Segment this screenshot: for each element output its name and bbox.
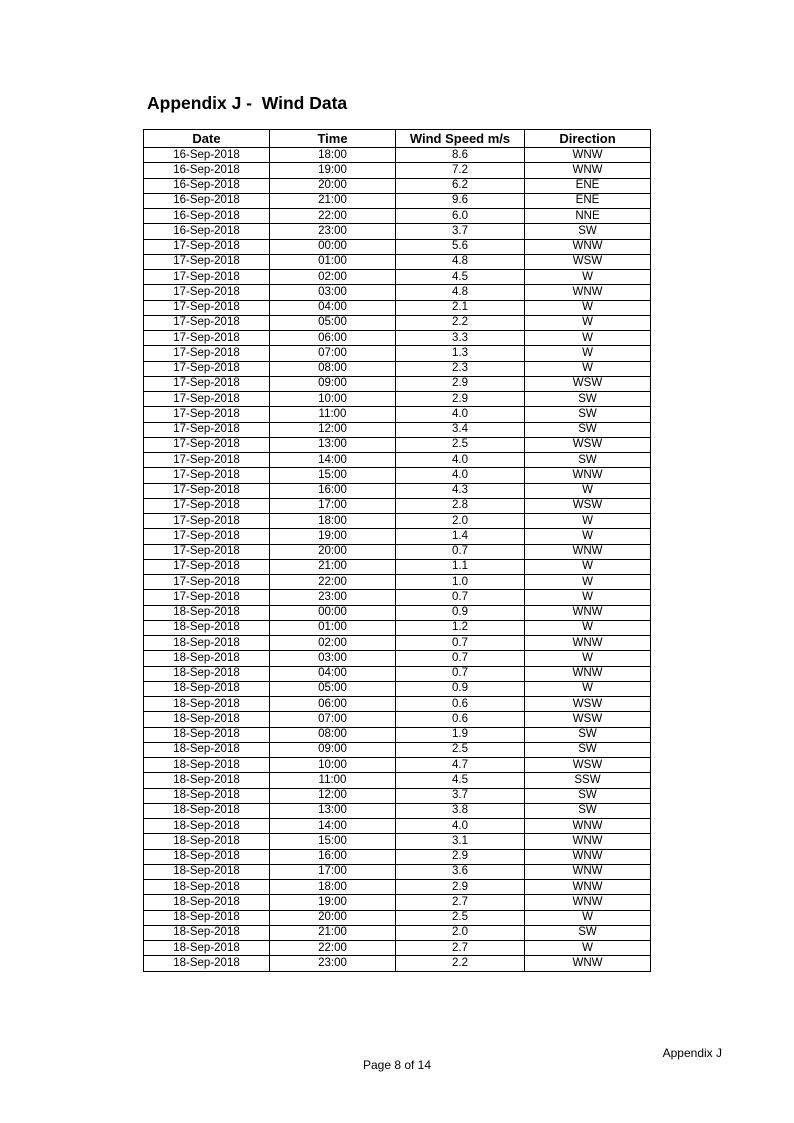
time-cell: 01:00 (270, 254, 396, 269)
date-cell: 17-Sep-2018 (144, 422, 270, 437)
direction-cell: SW (525, 803, 651, 818)
table-row (144, 544, 651, 559)
wind-speed-cell: 4.0 (396, 819, 525, 834)
time-cell: 17:00 (270, 864, 396, 879)
wind-speed-cell: 0.7 (396, 651, 525, 666)
time-cell: 23:00 (270, 590, 396, 605)
time-cell: 06:00 (270, 697, 396, 712)
time-cell: 00:00 (270, 605, 396, 620)
wind-speed-cell: 0.7 (396, 636, 525, 651)
date-cell: 18-Sep-2018 (144, 712, 270, 727)
wind-speed-cell: 2.5 (396, 742, 525, 757)
date-cell: 17-Sep-2018 (144, 529, 270, 544)
date-cell: 18-Sep-2018 (144, 788, 270, 803)
direction-cell: W (525, 620, 651, 635)
time-cell: 14:00 (270, 453, 396, 468)
direction-cell: WNW (525, 239, 651, 254)
wind-speed-cell: 2.7 (396, 941, 525, 956)
header-date: Date (144, 130, 270, 148)
date-cell: 18-Sep-2018 (144, 758, 270, 773)
table-row (144, 773, 651, 788)
table-row (144, 651, 651, 666)
table-row (144, 239, 651, 254)
table-row (144, 834, 651, 849)
date-cell: 18-Sep-2018 (144, 941, 270, 956)
wind-speed-cell: 2.7 (396, 895, 525, 910)
table-row (144, 407, 651, 422)
time-cell: 23:00 (270, 224, 396, 239)
direction-cell: WNW (525, 163, 651, 178)
table-row (144, 178, 651, 193)
time-cell: 20:00 (270, 910, 396, 925)
direction-cell: WNW (525, 849, 651, 864)
table-row (144, 697, 651, 712)
table-row (144, 605, 651, 620)
wind-speed-cell: 6.2 (396, 178, 525, 193)
table-row (144, 422, 651, 437)
date-cell: 17-Sep-2018 (144, 315, 270, 330)
time-cell: 01:00 (270, 620, 396, 635)
direction-cell: WNW (525, 864, 651, 879)
wind-speed-cell: 2.9 (396, 849, 525, 864)
date-cell: 17-Sep-2018 (144, 376, 270, 391)
table-row (144, 529, 651, 544)
table-row (144, 681, 651, 696)
date-cell: 18-Sep-2018 (144, 895, 270, 910)
time-cell: 04:00 (270, 666, 396, 681)
direction-cell: SW (525, 925, 651, 940)
time-cell: 15:00 (270, 834, 396, 849)
wind-speed-cell: 4.8 (396, 254, 525, 269)
footer-appendix-label: Appendix J (662, 1046, 722, 1060)
wind-speed-cell: 6.0 (396, 209, 525, 224)
wind-speed-cell: 0.7 (396, 544, 525, 559)
table-row (144, 514, 651, 529)
time-cell: 05:00 (270, 681, 396, 696)
direction-cell: SW (525, 453, 651, 468)
direction-cell: SW (525, 422, 651, 437)
date-cell: 17-Sep-2018 (144, 498, 270, 513)
wind-speed-cell: 4.7 (396, 758, 525, 773)
table-row (144, 209, 651, 224)
time-cell: 04:00 (270, 300, 396, 315)
direction-cell: WNW (525, 880, 651, 895)
date-cell: 17-Sep-2018 (144, 453, 270, 468)
table-row (144, 636, 651, 651)
direction-cell: WSW (525, 697, 651, 712)
wind-speed-cell: 8.6 (396, 148, 525, 163)
time-cell: 05:00 (270, 315, 396, 330)
wind-speed-cell: 3.8 (396, 803, 525, 818)
direction-cell: WSW (525, 758, 651, 773)
table-row (144, 483, 651, 498)
time-cell: 12:00 (270, 788, 396, 803)
date-cell: 17-Sep-2018 (144, 285, 270, 300)
date-cell: 18-Sep-2018 (144, 620, 270, 635)
time-cell: 21:00 (270, 193, 396, 208)
date-cell: 18-Sep-2018 (144, 956, 270, 971)
time-cell: 19:00 (270, 529, 396, 544)
table-row (144, 712, 651, 727)
direction-cell: W (525, 575, 651, 590)
wind-speed-cell: 1.0 (396, 575, 525, 590)
date-cell: 18-Sep-2018 (144, 666, 270, 681)
direction-cell: WNW (525, 636, 651, 651)
table-row (144, 437, 651, 452)
header-time: Time (270, 130, 396, 148)
time-cell: 11:00 (270, 407, 396, 422)
table-row (144, 224, 651, 239)
date-cell: 17-Sep-2018 (144, 559, 270, 574)
time-cell: 10:00 (270, 392, 396, 407)
wind-speed-cell: 2.3 (396, 361, 525, 376)
time-cell: 18:00 (270, 514, 396, 529)
date-cell: 17-Sep-2018 (144, 270, 270, 285)
date-cell: 17-Sep-2018 (144, 483, 270, 498)
table-row (144, 148, 651, 163)
date-cell: 18-Sep-2018 (144, 742, 270, 757)
wind-speed-cell: 4.0 (396, 453, 525, 468)
time-cell: 22:00 (270, 209, 396, 224)
time-cell: 08:00 (270, 727, 396, 742)
table-row (144, 559, 651, 574)
date-cell: 17-Sep-2018 (144, 392, 270, 407)
wind-speed-cell: 9.6 (396, 193, 525, 208)
date-cell: 18-Sep-2018 (144, 819, 270, 834)
time-cell: 19:00 (270, 163, 396, 178)
time-cell: 21:00 (270, 559, 396, 574)
wind-speed-cell: 4.5 (396, 773, 525, 788)
table-row (144, 666, 651, 681)
direction-cell: W (525, 300, 651, 315)
table-row (144, 468, 651, 483)
time-cell: 14:00 (270, 819, 396, 834)
date-cell: 18-Sep-2018 (144, 697, 270, 712)
table-row (144, 803, 651, 818)
direction-cell: W (525, 514, 651, 529)
wind-speed-cell: 2.1 (396, 300, 525, 315)
wind-speed-cell: 2.9 (396, 880, 525, 895)
table-row (144, 315, 651, 330)
wind-speed-cell: 3.1 (396, 834, 525, 849)
direction-cell: WSW (525, 712, 651, 727)
date-cell: 18-Sep-2018 (144, 849, 270, 864)
direction-cell: WSW (525, 254, 651, 269)
table-row (144, 849, 651, 864)
date-cell: 17-Sep-2018 (144, 590, 270, 605)
table-row (144, 895, 651, 910)
table-row (144, 864, 651, 879)
table-row (144, 331, 651, 346)
date-cell: 18-Sep-2018 (144, 727, 270, 742)
direction-cell: W (525, 315, 651, 330)
wind-speed-cell: 0.6 (396, 697, 525, 712)
direction-cell: W (525, 270, 651, 285)
direction-cell: W (525, 361, 651, 376)
direction-cell: WNW (525, 819, 651, 834)
table-row (144, 788, 651, 803)
table-row (144, 193, 651, 208)
wind-speed-cell: 2.9 (396, 376, 525, 391)
date-cell: 17-Sep-2018 (144, 361, 270, 376)
header-wind-speed: Wind Speed m/s (396, 130, 525, 148)
wind-speed-cell: 1.1 (396, 559, 525, 574)
date-cell: 16-Sep-2018 (144, 178, 270, 193)
direction-cell: WSW (525, 376, 651, 391)
date-cell: 18-Sep-2018 (144, 636, 270, 651)
time-cell: 18:00 (270, 148, 396, 163)
table-row (144, 361, 651, 376)
time-cell: 21:00 (270, 925, 396, 940)
direction-cell: W (525, 559, 651, 574)
date-cell: 16-Sep-2018 (144, 193, 270, 208)
wind-speed-cell: 5.6 (396, 239, 525, 254)
direction-cell: SW (525, 742, 651, 757)
table-row (144, 941, 651, 956)
time-cell: 18:00 (270, 880, 396, 895)
wind-speed-cell: 1.9 (396, 727, 525, 742)
time-cell: 02:00 (270, 270, 396, 285)
time-cell: 07:00 (270, 346, 396, 361)
date-cell: 16-Sep-2018 (144, 148, 270, 163)
date-cell: 17-Sep-2018 (144, 437, 270, 452)
table-row (144, 620, 651, 635)
table-row (144, 254, 651, 269)
wind-speed-cell: 4.0 (396, 407, 525, 422)
table-body (144, 148, 651, 972)
direction-cell: WNW (525, 666, 651, 681)
time-cell: 02:00 (270, 636, 396, 651)
wind-speed-cell: 4.3 (396, 483, 525, 498)
time-cell: 17:00 (270, 498, 396, 513)
date-cell: 17-Sep-2018 (144, 254, 270, 269)
wind-speed-cell: 2.8 (396, 498, 525, 513)
date-cell: 16-Sep-2018 (144, 224, 270, 239)
page-title: Appendix J - Wind Data (147, 93, 348, 113)
table-row (144, 758, 651, 773)
direction-cell: W (525, 681, 651, 696)
direction-cell: WNW (525, 544, 651, 559)
time-cell: 09:00 (270, 376, 396, 391)
wind-speed-cell: 3.3 (396, 331, 525, 346)
date-cell: 18-Sep-2018 (144, 910, 270, 925)
wind-speed-cell: 2.0 (396, 514, 525, 529)
direction-cell: ENE (525, 193, 651, 208)
table-row (144, 498, 651, 513)
direction-cell: SW (525, 727, 651, 742)
table-row (144, 376, 651, 391)
table-row (144, 285, 651, 300)
direction-cell: W (525, 910, 651, 925)
time-cell: 09:00 (270, 742, 396, 757)
date-cell: 18-Sep-2018 (144, 864, 270, 879)
table-row (144, 956, 651, 971)
wind-speed-cell: 1.4 (396, 529, 525, 544)
time-cell: 12:00 (270, 422, 396, 437)
wind-speed-cell: 2.5 (396, 910, 525, 925)
time-cell: 20:00 (270, 544, 396, 559)
time-cell: 22:00 (270, 941, 396, 956)
wind-data-table (143, 129, 651, 972)
direction-cell: WSW (525, 498, 651, 513)
time-cell: 07:00 (270, 712, 396, 727)
time-cell: 06:00 (270, 331, 396, 346)
date-cell: 16-Sep-2018 (144, 163, 270, 178)
wind-speed-cell: 0.7 (396, 590, 525, 605)
table-row (144, 742, 651, 757)
direction-cell: WNW (525, 956, 651, 971)
time-cell: 13:00 (270, 437, 396, 452)
direction-cell: W (525, 331, 651, 346)
date-cell: 17-Sep-2018 (144, 346, 270, 361)
time-cell: 11:00 (270, 773, 396, 788)
table-row (144, 392, 651, 407)
date-cell: 17-Sep-2018 (144, 300, 270, 315)
date-cell: 18-Sep-2018 (144, 925, 270, 940)
table-row (144, 300, 651, 315)
wind-speed-cell: 3.7 (396, 224, 525, 239)
table-row (144, 163, 651, 178)
time-cell: 22:00 (270, 575, 396, 590)
wind-speed-cell: 4.0 (396, 468, 525, 483)
wind-speed-cell: 0.7 (396, 666, 525, 681)
direction-cell: NNE (525, 209, 651, 224)
wind-speed-cell: 0.9 (396, 605, 525, 620)
page-number: Page 8 of 14 (362, 1058, 432, 1072)
direction-cell: W (525, 483, 651, 498)
date-cell: 17-Sep-2018 (144, 239, 270, 254)
wind-speed-cell: 3.4 (396, 422, 525, 437)
table-row (144, 453, 651, 468)
direction-cell: WNW (525, 834, 651, 849)
direction-cell: ENE (525, 178, 651, 193)
direction-cell: WNW (525, 468, 651, 483)
time-cell: 19:00 (270, 895, 396, 910)
direction-cell: W (525, 529, 651, 544)
wind-speed-cell: 3.6 (396, 864, 525, 879)
time-cell: 20:00 (270, 178, 396, 193)
date-cell: 17-Sep-2018 (144, 575, 270, 590)
date-cell: 17-Sep-2018 (144, 468, 270, 483)
wind-speed-cell: 2.0 (396, 925, 525, 940)
wind-speed-cell: 1.2 (396, 620, 525, 635)
table-row (144, 819, 651, 834)
table-row (144, 575, 651, 590)
direction-cell: W (525, 941, 651, 956)
date-cell: 18-Sep-2018 (144, 681, 270, 696)
wind-speed-cell: 2.2 (396, 956, 525, 971)
date-cell: 16-Sep-2018 (144, 209, 270, 224)
time-cell: 00:00 (270, 239, 396, 254)
direction-cell: W (525, 346, 651, 361)
date-cell: 17-Sep-2018 (144, 544, 270, 559)
direction-cell: SSW (525, 773, 651, 788)
direction-cell: WNW (525, 148, 651, 163)
table-row (144, 925, 651, 940)
wind-speed-cell: 2.2 (396, 315, 525, 330)
time-cell: 15:00 (270, 468, 396, 483)
date-cell: 17-Sep-2018 (144, 514, 270, 529)
time-cell: 13:00 (270, 803, 396, 818)
direction-cell: SW (525, 224, 651, 239)
wind-speed-cell: 4.8 (396, 285, 525, 300)
direction-cell: SW (525, 788, 651, 803)
time-cell: 16:00 (270, 849, 396, 864)
table-row (144, 910, 651, 925)
wind-speed-cell: 2.5 (396, 437, 525, 452)
direction-cell: WNW (525, 605, 651, 620)
header-direction: Direction (525, 130, 651, 148)
date-cell: 17-Sep-2018 (144, 331, 270, 346)
time-cell: 10:00 (270, 758, 396, 773)
date-cell: 18-Sep-2018 (144, 880, 270, 895)
table-row (144, 880, 651, 895)
direction-cell: WNW (525, 895, 651, 910)
time-cell: 23:00 (270, 956, 396, 971)
time-cell: 16:00 (270, 483, 396, 498)
direction-cell: SW (525, 392, 651, 407)
time-cell: 08:00 (270, 361, 396, 376)
direction-cell: WSW (525, 437, 651, 452)
date-cell: 18-Sep-2018 (144, 605, 270, 620)
table-header-row (144, 130, 651, 148)
direction-cell: W (525, 590, 651, 605)
wind-speed-cell: 1.3 (396, 346, 525, 361)
date-cell: 18-Sep-2018 (144, 834, 270, 849)
direction-cell: WNW (525, 285, 651, 300)
table-row (144, 727, 651, 742)
table-row (144, 590, 651, 605)
direction-cell: W (525, 651, 651, 666)
date-cell: 17-Sep-2018 (144, 407, 270, 422)
wind-speed-cell: 7.2 (396, 163, 525, 178)
wind-speed-cell: 4.5 (396, 270, 525, 285)
date-cell: 18-Sep-2018 (144, 803, 270, 818)
time-cell: 03:00 (270, 285, 396, 300)
time-cell: 03:00 (270, 651, 396, 666)
wind-speed-cell: 0.9 (396, 681, 525, 696)
table-row (144, 270, 651, 285)
direction-cell: SW (525, 407, 651, 422)
date-cell: 18-Sep-2018 (144, 651, 270, 666)
wind-speed-cell: 0.6 (396, 712, 525, 727)
date-cell: 18-Sep-2018 (144, 773, 270, 788)
wind-speed-cell: 2.9 (396, 392, 525, 407)
table-row (144, 346, 651, 361)
wind-speed-cell: 3.7 (396, 788, 525, 803)
